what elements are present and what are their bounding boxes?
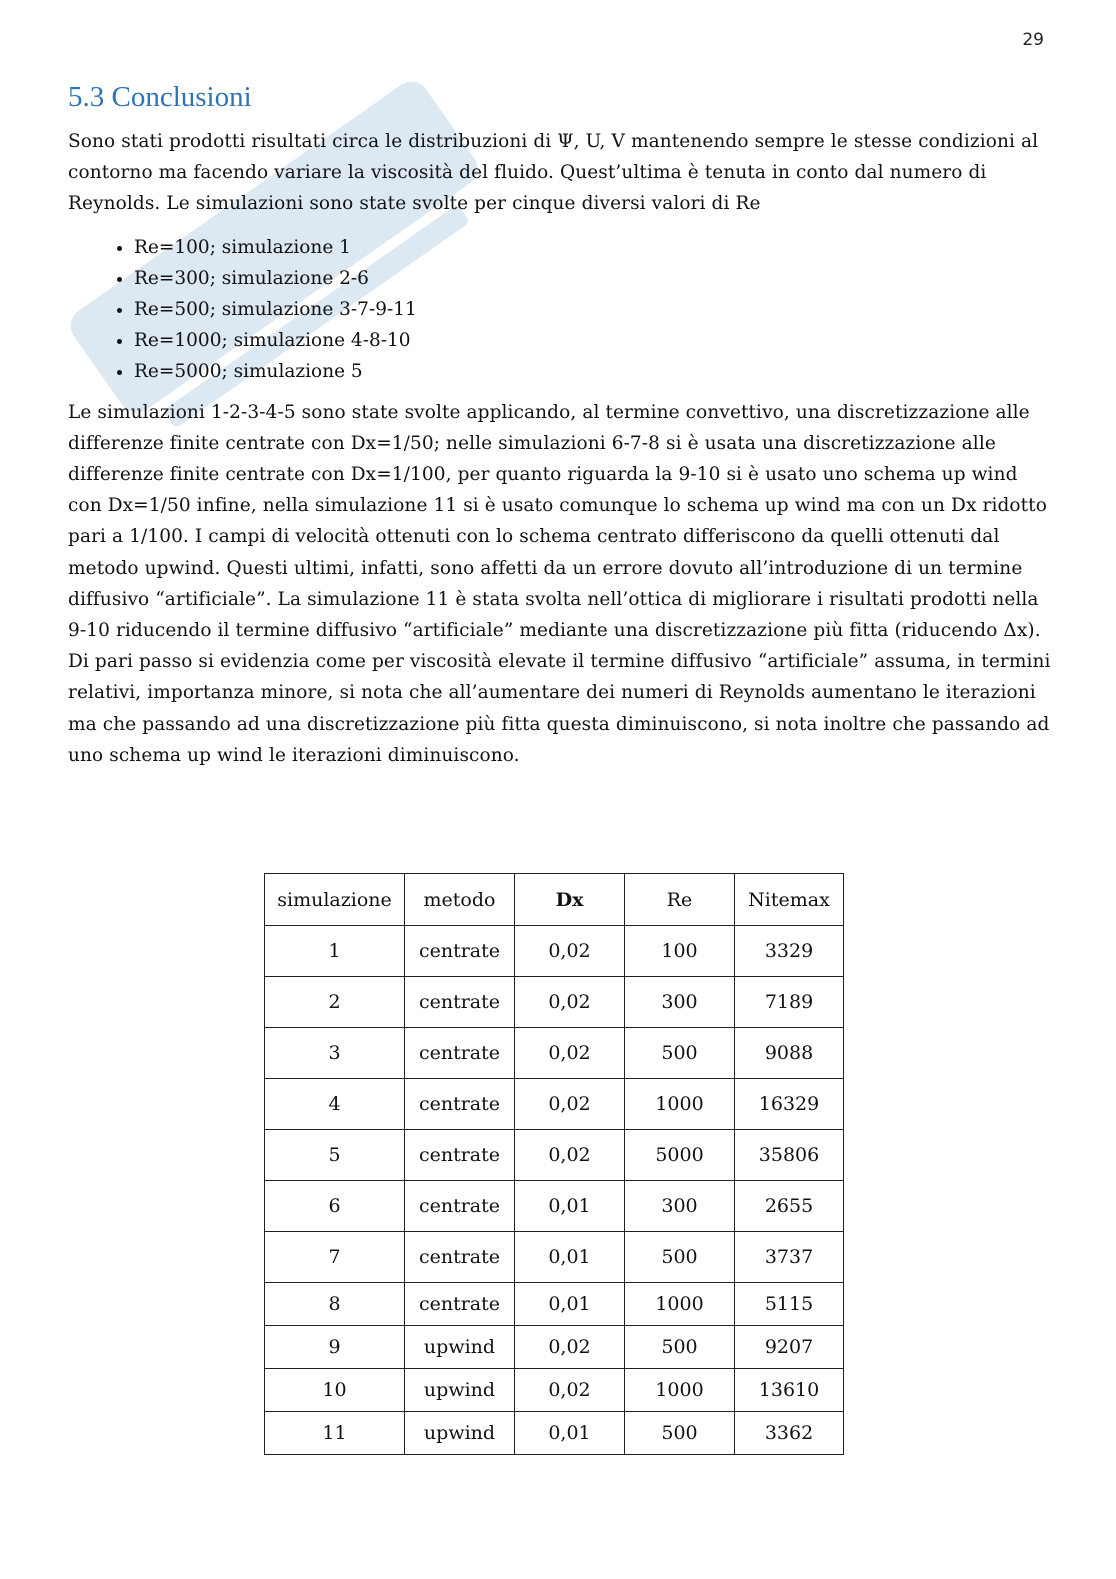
list-item: • Re=500; simulazione 3-7-9-11 (134, 294, 1053, 325)
table-row (265, 1232, 844, 1283)
list-item: • Re=5000; simulazione 5 (134, 356, 1053, 387)
cell-re: 5000 (625, 1130, 735, 1181)
cell-nitemax: 35806 (735, 1130, 844, 1181)
cell-dx: 0,01 (515, 1181, 625, 1232)
cell-simulazione: 8 (265, 1283, 405, 1326)
cell-dx: 0,01 (515, 1283, 625, 1326)
intro-paragraph: Sono stati prodotti risultati circa le distribuzioni di Ψ, U, V mantenendo sempre le stesse condizioni al contorno ma facendo variare la viscosità del fluido. Quest’ultima è tenuta in conto dal numero di Reynolds. Le simulazioni sono state svolte per cinque diversi valori di Re (68, 131, 1039, 215)
page-content (68, 78, 1053, 771)
header-re: Re (625, 874, 735, 926)
cell-metodo: upwind (405, 1412, 515, 1455)
table-row (265, 1130, 844, 1181)
cell-metodo: centrate (405, 977, 515, 1028)
table-row (265, 1028, 844, 1079)
cell-simulazione: 1 (265, 926, 405, 977)
cell-simulazione: 11 (265, 1412, 405, 1455)
cell-re: 100 (625, 926, 735, 977)
table-row (265, 1079, 844, 1130)
cell-re: 500 (625, 1028, 735, 1079)
cell-re: 500 (625, 1412, 735, 1455)
cell-dx: 0,02 (515, 926, 625, 977)
cell-re: 300 (625, 977, 735, 1028)
cell-nitemax: 7189 (735, 977, 844, 1028)
simulation-list (68, 232, 1053, 387)
cell-metodo: centrate (405, 1181, 515, 1232)
cell-re: 500 (625, 1232, 735, 1283)
cell-metodo: centrate (405, 1232, 515, 1283)
results-table (264, 873, 844, 1455)
cell-simulazione: 4 (265, 1079, 405, 1130)
table-row (265, 977, 844, 1028)
cell-dx: 0,02 (515, 1079, 625, 1130)
cell-dx: 0,02 (515, 1326, 625, 1369)
cell-nitemax: 16329 (735, 1079, 844, 1130)
cell-metodo: centrate (405, 1130, 515, 1181)
cell-dx: 0,02 (515, 1130, 625, 1181)
cell-simulazione: 5 (265, 1130, 405, 1181)
cell-metodo: upwind (405, 1326, 515, 1369)
table-row (265, 1412, 844, 1455)
cell-nitemax: 2655 (735, 1181, 844, 1232)
header-nitemax: Nitemax (735, 874, 844, 926)
cell-dx: 0,01 (515, 1412, 625, 1455)
table-row (265, 926, 844, 977)
table-header-row (265, 874, 844, 926)
cell-simulazione: 9 (265, 1326, 405, 1369)
section-title: 5.3 Conclusioni (68, 81, 252, 113)
discussion-paragraph: Le simulazioni 1-2-3-4-5 sono state svolte applicando, al termine convettivo, una discretizzazione alle differenze finite centrate con Dx=1/50; nelle simulazioni 6-7-8 si è usata una discretizzazione alle differenze finite centrate con Dx=1/100, per quanto riguarda la 9-10 si è usato uno schema up wind con Dx=1/50 infine, nella simulazione 11 si è usato comunque lo schema up wind ma con un Dx ridotto pari a 1/100. I campi di velocità ottenuti con lo schema centrato differiscono da quelli ottenuti dal metodo upwind. Questi ultimi, infatti, sono affetti da un errore dovuto all’introduzione di un termine diffusivo “artificiale”. La simulazione 11 è stata svolta nell’ottica di migliorare i risultati prodotti nella 9-10 riducendo il termine diffusivo “artificiale” mediante una discretizzazione più fitta (riducendo Δx). Di pari passo si evidenzia come per viscosità elevate il termine diffusivo “artificiale” assuma, in termini relativi, importanza minore, si nota che all’aumentare dei numeri di Reynolds aumentano le iterazioni ma che passando ad una discretizzazione più fitta questa diminuiscono, si nota inoltre che passando ad uno schema up wind le iterazioni diminuiscono. (68, 401, 1051, 766)
cell-nitemax: 3737 (735, 1232, 844, 1283)
cell-nitemax: 13610 (735, 1369, 844, 1412)
table-row (265, 1369, 844, 1412)
cell-dx: 0,02 (515, 1028, 625, 1079)
list-item: • Re=1000; simulazione 4-8-10 (134, 325, 1053, 356)
cell-metodo: upwind (405, 1369, 515, 1412)
header-metodo: metodo (405, 874, 515, 926)
cell-re: 1000 (625, 1369, 735, 1412)
cell-re: 1000 (625, 1283, 735, 1326)
cell-nitemax: 3362 (735, 1412, 844, 1455)
cell-nitemax: 9088 (735, 1028, 844, 1079)
cell-nitemax: 3329 (735, 926, 844, 977)
cell-simulazione: 3 (265, 1028, 405, 1079)
cell-simulazione: 6 (265, 1181, 405, 1232)
cell-simulazione: 2 (265, 977, 405, 1028)
list-item: • Re=300; simulazione 2-6 (134, 263, 1053, 294)
cell-dx: 0,02 (515, 977, 625, 1028)
cell-re: 300 (625, 1181, 735, 1232)
cell-re: 500 (625, 1326, 735, 1369)
cell-metodo: centrate (405, 1028, 515, 1079)
cell-metodo: centrate (405, 1079, 515, 1130)
cell-nitemax: 5115 (735, 1283, 844, 1326)
cell-metodo: centrate (405, 1283, 515, 1326)
list-item: • Re=100; simulazione 1 (134, 232, 1053, 263)
header-simulazione: simulazione (265, 874, 405, 926)
header-dx: Dx (515, 874, 625, 926)
table-row (265, 1181, 844, 1232)
cell-re: 1000 (625, 1079, 735, 1130)
page-number: 29 (1022, 30, 1044, 50)
table-row (265, 1326, 844, 1369)
cell-nitemax: 9207 (735, 1326, 844, 1369)
cell-dx: 0,01 (515, 1232, 625, 1283)
table-row (265, 1283, 844, 1326)
cell-metodo: centrate (405, 926, 515, 977)
cell-simulazione: 10 (265, 1369, 405, 1412)
cell-simulazione: 7 (265, 1232, 405, 1283)
cell-dx: 0,02 (515, 1369, 625, 1412)
